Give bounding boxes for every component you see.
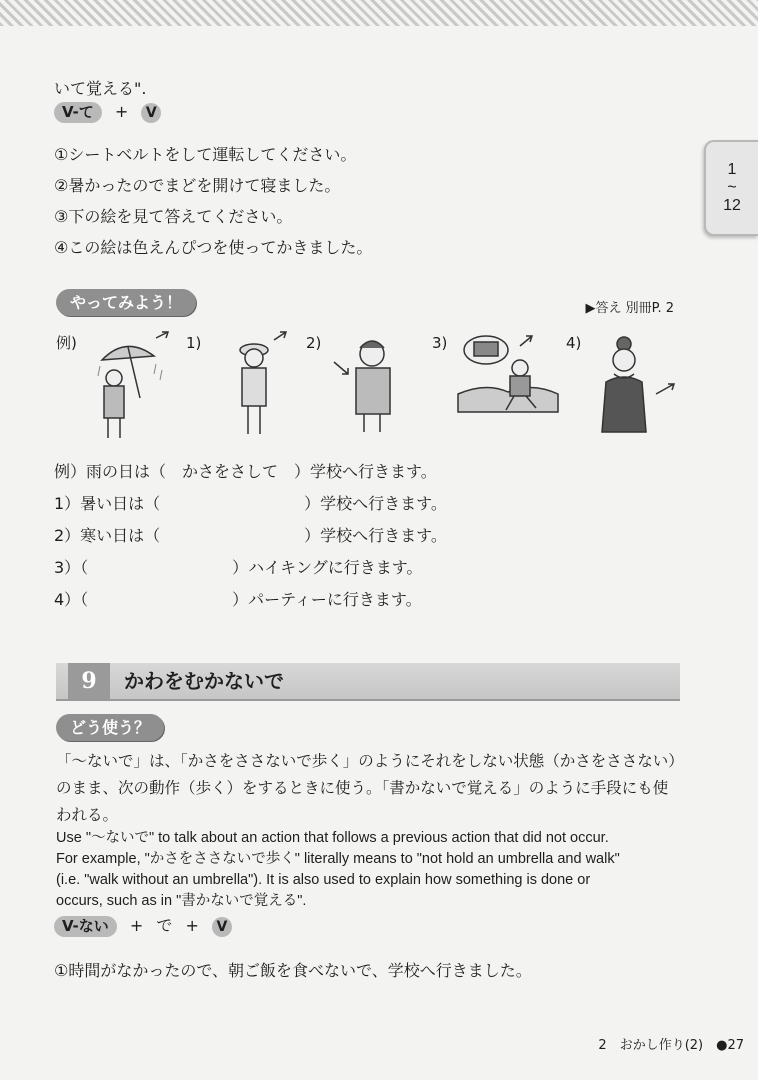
explanation-ja-line-1: 「～ないで」は、「かさをささないで歩く」のようにそれをしない状態（かさをささない） — [56, 752, 684, 770]
section-number: 9 — [68, 663, 110, 699]
explanation-english — [56, 828, 686, 912]
explanation-en-line-1: Use "～ないで" to talk about an action that follows a previous action that did not occur. — [56, 830, 609, 846]
exercise-example: 例）雨の日は（ かさをさして ）学校へ行きます。 — [54, 462, 437, 481]
example-1: ①シートベルトをして運転してください。 — [54, 145, 357, 164]
formula-v-nai-pill: V-ない — [54, 916, 117, 937]
chapter-tab-start: 1 — [727, 161, 737, 178]
exercise-3: 3）（ ）ハイキングに行きます。 — [54, 558, 423, 577]
explanation-japanese — [56, 748, 686, 829]
picture-label-example: 例) — [56, 334, 77, 352]
explanation-en-line-4: occurs, such as in "書かないで覚える". — [56, 893, 307, 909]
formula-v-circle: V — [141, 103, 161, 123]
section-title: かわをむかないで — [124, 669, 284, 693]
section-9-header — [56, 663, 680, 701]
formula-plus-2: + — [185, 916, 199, 935]
explanation-en-line-2: For example, "かさをささないで歩く" literally means to "not hold an umbrella and walk" — [56, 851, 620, 867]
explanation-en-line-3: (i.e. "walk without an umbrella"). It is also used to explain how something is done or — [56, 872, 591, 888]
party-dress-illustration — [598, 332, 680, 436]
explanation-ja-line-3: われる。 — [56, 806, 119, 824]
chapter-tab — [704, 140, 758, 236]
hiking-illustration — [456, 332, 560, 418]
example-4: ④この絵は色えんぴつを使ってかきました。 — [54, 238, 373, 257]
formula-v-te-pill: V-て — [54, 102, 102, 123]
intro-tail: いて覚える". — [54, 79, 147, 98]
formula-plus-1: + — [129, 916, 144, 935]
picture-label-3: 3) — [432, 334, 448, 352]
answer-reference: ▶答え 別冊P. 2 — [585, 301, 674, 316]
formula-v-circle-2: V — [212, 917, 232, 937]
umbrella-person-illustration — [96, 330, 172, 442]
example-nai-1: ①時間がなかったので、朝ご飯を食べないで、学校へ行きました。 — [54, 961, 532, 980]
chapter-tab-end: 12 — [723, 197, 741, 214]
formula-v-nai — [54, 913, 232, 937]
explanation-ja-line-2: のまま、次の動作（歩く）をするときに使う。「書かないで覚える」のように手段にも使 — [56, 779, 669, 797]
how-to-use-heading: どう使う？ — [56, 714, 164, 741]
exercise-2: 2）寒い日は（ ）学校へ行きます。 — [54, 526, 447, 545]
top-decorative-stripe — [0, 0, 758, 26]
example-3: ③下の絵を見て答えてください。 — [54, 207, 293, 226]
example-2: ②暑かったのでまどを開けて寝ました。 — [54, 176, 341, 195]
page-footer: 2 おかし作り(2) ●27 — [598, 1038, 744, 1053]
try-it-heading: やってみよう！ — [56, 289, 196, 316]
picture-label-2: 2) — [306, 334, 322, 352]
picture-label-1: 1) — [186, 334, 202, 352]
hat-person-illustration — [232, 330, 292, 438]
formula-plus: + — [114, 102, 129, 121]
exercise-1: 1）暑い日は（ ）学校へ行きます。 — [54, 494, 447, 513]
chapter-tab-tilde: ~ — [727, 179, 737, 196]
formula-de: で — [156, 916, 173, 935]
picture-label-4: 4) — [566, 334, 582, 352]
exercise-4: 4）（ ）パーティーに行きます。 — [54, 590, 422, 609]
coat-person-illustration — [330, 334, 410, 436]
formula-v-te — [54, 102, 161, 123]
